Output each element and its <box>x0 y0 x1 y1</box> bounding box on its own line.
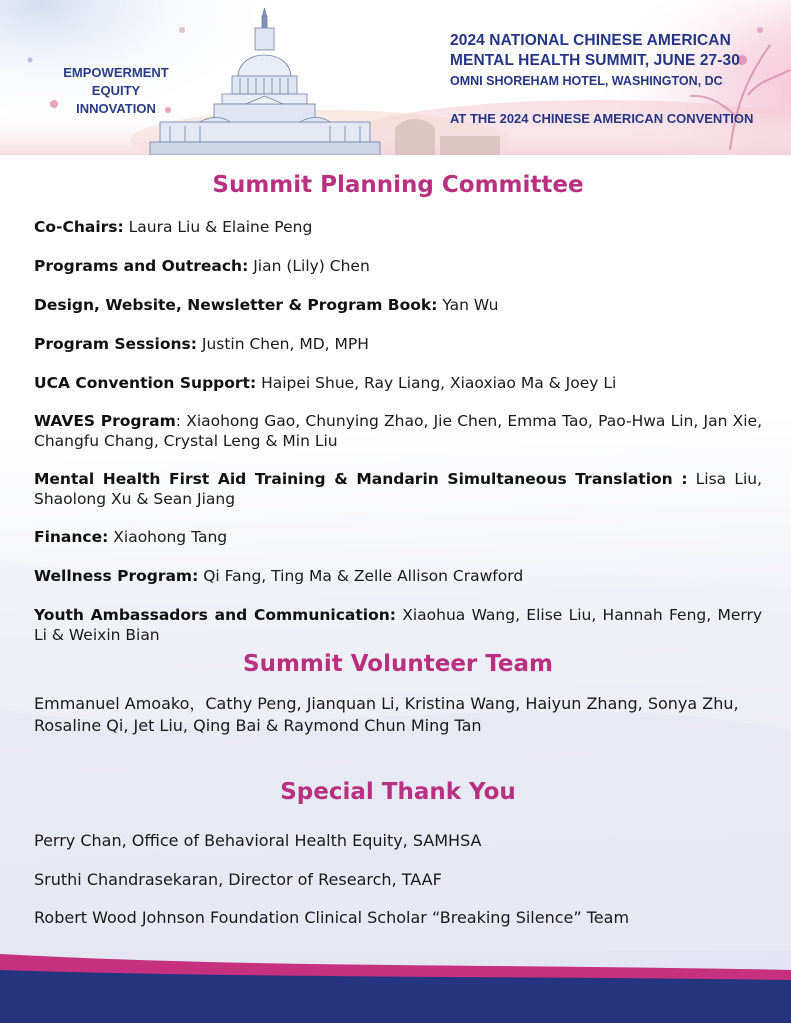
entry-names: : Xiaohong Gao, Chunying Zhao, Jie Chen, Emma Tao, Pao-Hwa Lin, Jan Xie, Changfu Chang, Crystal Leng & Min Liu <box>34 412 762 450</box>
entry-role: Mental Health First Aid Training & Mandarin Simultaneous Translation : <box>34 470 688 488</box>
entry-names: Laura Liu & Elaine Peng <box>123 218 313 236</box>
committee-entry-design <box>34 295 762 315</box>
committee-entry-youth-ambassadors <box>34 605 762 645</box>
special-thanks-title: Special Thank You <box>280 779 516 805</box>
entry-role: Co-Chairs: <box>34 218 124 236</box>
committee-entry-program-sessions <box>34 334 762 354</box>
planning-committee-title: Summit Planning Committee <box>212 172 584 198</box>
event-title-line1: 2024 NATIONAL CHINESE AMERICAN <box>450 32 731 49</box>
entry-role: UCA Convention Support: <box>34 374 257 392</box>
tagline-innovation: INNOVATION <box>76 101 156 116</box>
committee-entry-mhfa <box>34 469 762 509</box>
entry-names: Qi Fang, Ting Ma & Zelle Allison Crawford <box>198 567 524 585</box>
thanks-item: Robert Wood Johnson Foundation Clinical Scholar “Breaking Silence” Team <box>34 908 630 927</box>
committee-entry-waves <box>34 411 762 451</box>
entry-names: Lisa Liu, Shaolong Xu & Sean Jiang <box>34 470 763 508</box>
volunteer-names: Emmanuel Amoako，Cathy Peng, Jianquan Li, Kristina Wang, Haiyun Zhang, Sonya Zhu, Rosaline Qi, Jet Liu, Qing Bai & Raymond Chun Ming Tan <box>34 694 739 735</box>
entry-names: Xiaohong Tang <box>108 528 228 546</box>
entry-names: Yan Wu <box>437 296 499 314</box>
event-convention: AT THE 2024 CHINESE AMERICAN CONVENTION <box>450 111 754 126</box>
entry-role: Wellness Program: <box>34 567 199 585</box>
entry-names: Xiaohua Wang, Elise Liu, Hannah Feng, Merry Li & Weixin Bian <box>34 606 762 644</box>
committee-entry-uca-support <box>34 373 762 393</box>
entry-role: Finance: <box>34 528 109 546</box>
entry-role: Youth Ambassadors and Communication: <box>34 606 396 624</box>
committee-entry-programs-outreach <box>34 256 762 276</box>
entry-role: WAVES Program <box>34 412 176 430</box>
entry-names: Justin Chen, MD, MPH <box>196 335 369 353</box>
entry-role: Program Sessions: <box>34 335 197 353</box>
header-banner <box>0 0 791 155</box>
committee-entry-finance <box>34 527 762 547</box>
footer-wave-band <box>0 950 791 1023</box>
committee-entry-co-chairs <box>34 217 762 237</box>
event-title-line2: MENTAL HEALTH SUMMIT, JUNE 27-30 <box>450 52 740 69</box>
tagline-equity: EQUITY <box>91 83 141 98</box>
tagline <box>48 64 184 118</box>
thanks-item: Perry Chan, Office of Behavioral Health Equity, SAMHSA <box>34 831 482 850</box>
thanks-item: Sruthi Chandrasekaran, Director of Research, TAAF <box>34 870 442 889</box>
event-venue: OMNI SHOREHAM HOTEL, WASHINGTON, DC <box>450 74 723 88</box>
entry-names: Haipei Shue, Ray Liang, Xiaoxiao Ma & Joey Li <box>256 374 617 392</box>
entry-role: Design, Website, Newsletter & Program Book: <box>34 296 438 314</box>
entry-names: Jian (Lily) Chen <box>248 257 370 275</box>
event-info <box>450 31 754 126</box>
entry-role: Programs and Outreach: <box>34 257 249 275</box>
volunteer-team-title: Summit Volunteer Team <box>243 651 553 677</box>
committee-entry-wellness <box>34 566 762 586</box>
tagline-empowerment: EMPOWERMENT <box>63 65 169 80</box>
